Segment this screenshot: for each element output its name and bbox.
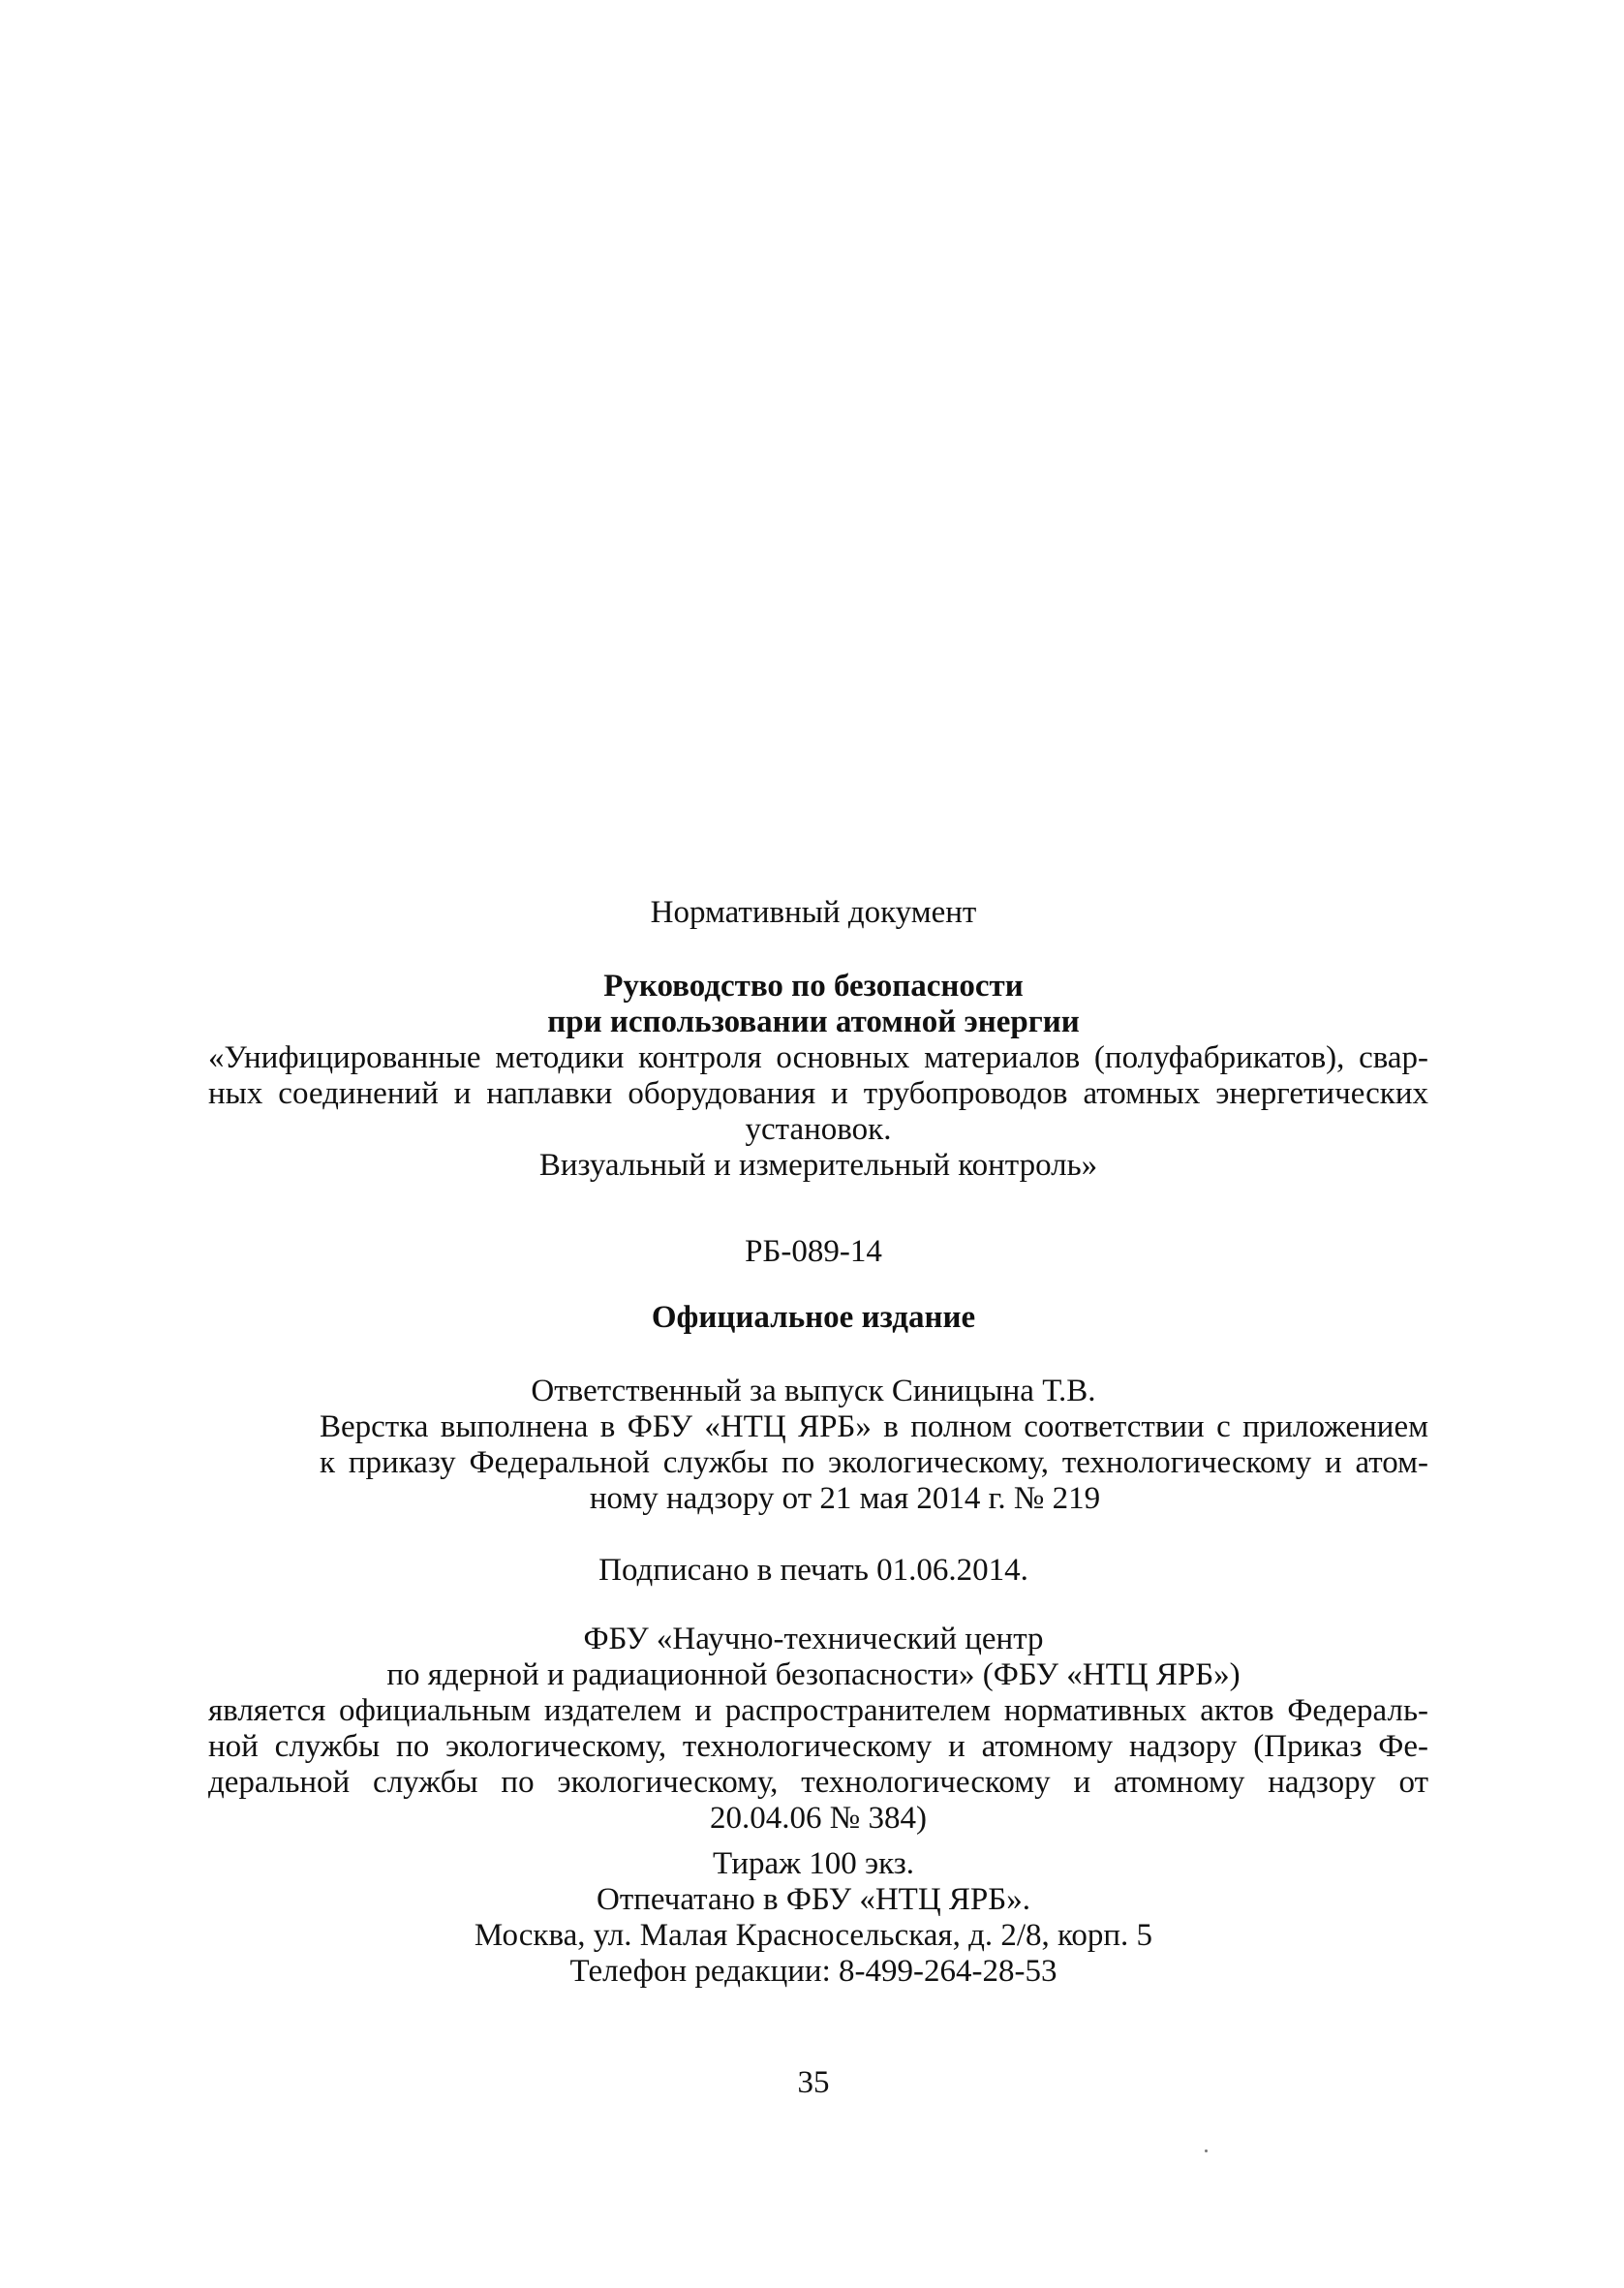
- imprint: [174, 1846, 1453, 1990]
- imprint-address: Москва, ул. Малая Красносельская, д. 2/8, корп. 5: [474, 1918, 1153, 1953]
- imprint-phone: Телефон редакции: 8-499-264-28-53: [569, 1954, 1057, 1989]
- subject-line-4: Визуальный и измерительный контроль»: [538, 1148, 1098, 1183]
- layout-note-line-2: к приказу Федеральной службы по экологическому, технологическому и атом-: [320, 1445, 1428, 1480]
- layout-note-line-3: ному надзору от 21 мая 2014 г. № 219: [589, 1481, 1101, 1516]
- publisher-line-2: по ядерной и радиационной безопасности» (ФБУ «НТЦ ЯРБ»): [386, 1657, 1241, 1692]
- publisher-line-5: деральной службы по экологическому, технологическому и атомному надзору от: [208, 1765, 1428, 1800]
- guide-title-line-2: при использовании атомной энергии: [547, 1005, 1080, 1039]
- doc-type-label: [174, 895, 1453, 931]
- publisher-line-6: 20.04.06 № 384): [710, 1801, 927, 1836]
- scan-speck: [1205, 2149, 1208, 2152]
- page-number-text: 35: [797, 2065, 830, 2100]
- doc-type-label-text: Нормативный документ: [650, 895, 977, 930]
- publisher-statement: [208, 1693, 1428, 1837]
- subject-line-2: ных соединений и наплавки оборудования и трубопроводов атомных энергетических: [208, 1076, 1428, 1111]
- imprint-printed-at: Отпечатано в ФБУ «НТЦ ЯРБ».: [597, 1882, 1030, 1917]
- imprint-circulation: Тираж 100 экз.: [713, 1846, 914, 1881]
- publisher-name: [174, 1622, 1453, 1693]
- subject-line-3: установок.: [745, 1112, 892, 1147]
- layout-note-line-1: Верстка выполнена в ФБУ «НТЦ ЯРБ» в полном соответствии с приложением: [320, 1409, 1428, 1444]
- responsible: [174, 1374, 1453, 1409]
- publisher-line-4: ной службы по экологическому, технологическому и атомному надзору (Приказ Фе-: [208, 1729, 1428, 1764]
- signed-date: [174, 1553, 1453, 1589]
- page-number: [174, 2065, 1453, 2101]
- publisher-line-1: ФБУ «Научно-технический центр: [583, 1622, 1044, 1656]
- edition-label-text: Официальное издание: [651, 1300, 976, 1335]
- layout-note-end: [291, 1481, 1399, 1517]
- doc-code-text: РБ-089-14: [745, 1234, 882, 1269]
- subject-line-1: «Унифицированные методики контроля основных материалов (полуфабрикатов), свар-: [208, 1040, 1428, 1075]
- layout-note: [320, 1409, 1428, 1481]
- edition-label: [174, 1300, 1453, 1336]
- guide-title: [174, 969, 1453, 1040]
- responsible-text: Ответственный за выпуск Синицына Т.В.: [531, 1374, 1096, 1408]
- signed-date-text: Подписано в печать 01.06.2014.: [598, 1553, 1028, 1588]
- publisher-line-3: является официальным издателем и распространителем нормативных актов Федераль-: [208, 1693, 1428, 1728]
- guide-title-line-1: Руководство по безопасности: [603, 969, 1024, 1004]
- document-subject: [208, 1040, 1428, 1184]
- doc-code: [174, 1234, 1453, 1270]
